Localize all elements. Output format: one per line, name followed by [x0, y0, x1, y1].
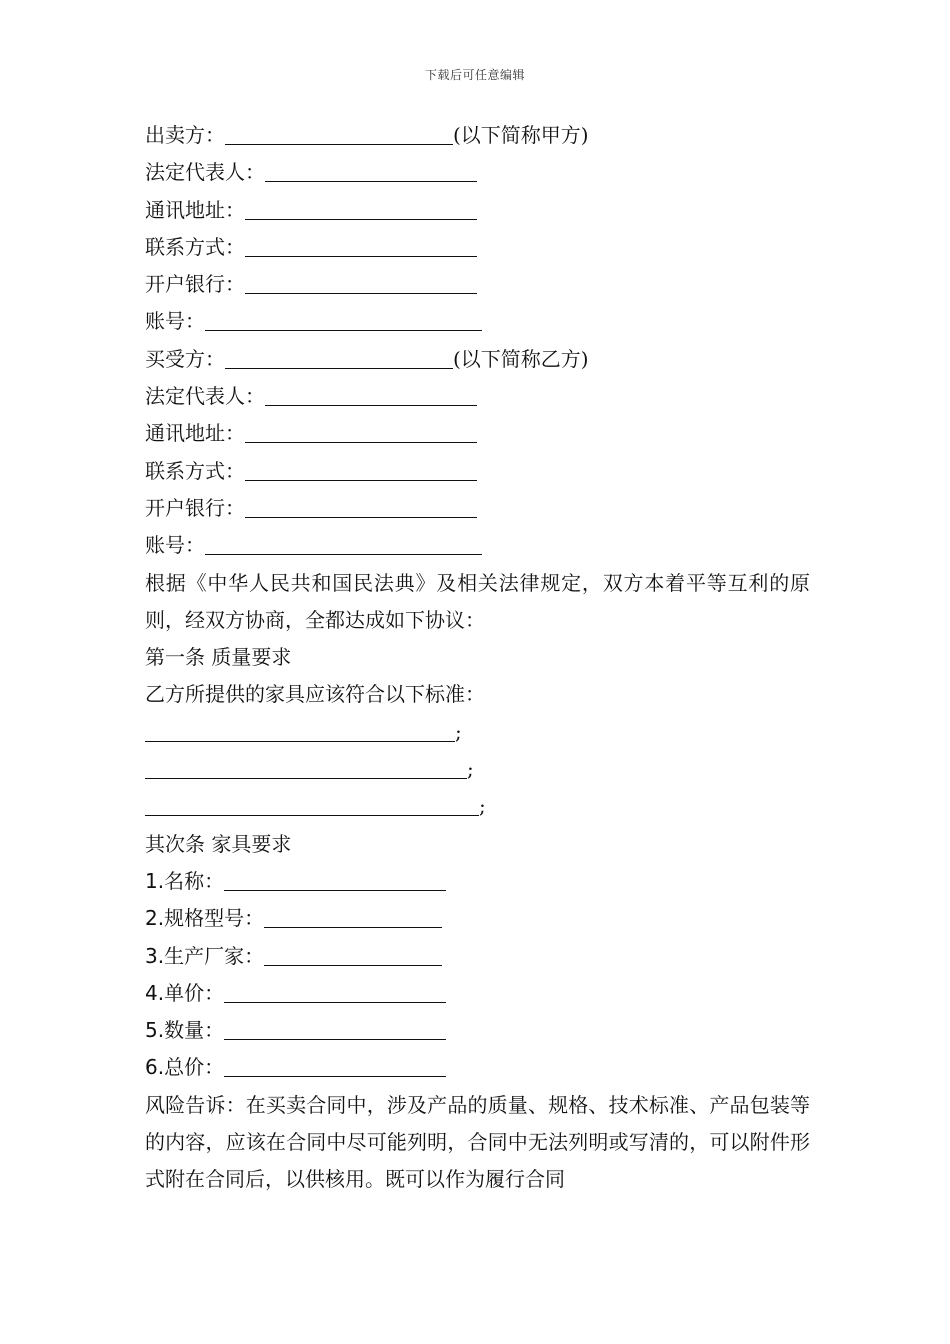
standard-terminator-2: ; [467, 757, 474, 782]
buyer-account-label: 账号： [145, 533, 205, 558]
seller-rep-line [145, 154, 810, 191]
seller-bank-blank[interactable] [245, 271, 477, 294]
standard-blank-2[interactable] [145, 756, 467, 779]
item-price-num: 4. [145, 980, 165, 1005]
buyer-contact-blank[interactable] [245, 458, 477, 481]
seller-bank-label: 开户银行： [145, 272, 245, 297]
risk-notice-paragraph: 风险告诉：在买卖合同中，涉及产品的质量、规格、技术标准、产品包装等的内容，应该在合同中尽可能列明，合同中无法列明或写清的，可以附件形式附在合同后，以供核用。既可以作为履行合同 [145, 1092, 810, 1192]
standard-line-2 [145, 751, 810, 788]
seller-account-label: 账号： [145, 309, 205, 334]
buyer-contact-label: 联系方式： [145, 458, 245, 483]
item-maker-label: 生产厂家： [164, 943, 265, 968]
buyer-label: 买受方： [145, 346, 225, 371]
item-quantity-num: 5. [145, 1018, 165, 1043]
buyer-suffix: (以下简称乙方) [453, 346, 589, 371]
item-price-label: 单价： [164, 980, 225, 1005]
buyer-contact-line [145, 453, 810, 490]
buyer-address-line [145, 415, 810, 452]
item-name-blank[interactable] [224, 868, 446, 891]
item-maker-blank[interactable] [264, 943, 442, 966]
buyer-account-line [145, 527, 810, 564]
standard-blank-3[interactable] [145, 793, 479, 816]
item-spec-label: 规格型号： [164, 906, 265, 931]
seller-bank-line [145, 266, 810, 303]
standard-terminator-1: ; [455, 719, 462, 744]
buyer-bank-line [145, 490, 810, 527]
item-price-line [145, 975, 810, 1012]
buyer-rep-line [145, 378, 810, 415]
seller-address-line [145, 192, 810, 229]
buyer-rep-label: 法定代表人： [145, 384, 265, 409]
item-maker-num: 3. [145, 943, 165, 968]
item-name-num: 1. [145, 868, 165, 893]
buyer-name-line [145, 341, 810, 378]
item-name-line [145, 863, 810, 900]
seller-label: 出卖方： [145, 123, 225, 147]
seller-address-label: 通讯地址： [145, 197, 245, 222]
standard-terminator-3: ; [479, 794, 486, 819]
intro-paragraph: 根据《中华人民共和国民法典》及相关法律规定，双方本着平等互利的原则，经双方协商，全都达成如下协议： [145, 570, 810, 632]
seller-rep-label: 法定代表人： [145, 160, 265, 185]
item-quantity-line [145, 1012, 810, 1049]
item-spec-blank[interactable] [264, 905, 442, 928]
standard-line-1 [145, 714, 810, 751]
contract-body [145, 117, 810, 1199]
article2-title: 其次条 家具要求 [145, 831, 292, 856]
item-total-line [145, 1049, 810, 1086]
item-spec-line [145, 900, 810, 937]
buyer-rep-blank[interactable] [265, 383, 477, 406]
item-total-num: 6. [145, 1055, 165, 1080]
article1-title: 第一条 质量要求 [145, 645, 292, 670]
buyer-bank-label: 开户银行： [145, 495, 245, 520]
seller-account-line [145, 303, 810, 340]
item-maker-line [145, 938, 810, 975]
buyer-account-blank[interactable] [205, 532, 482, 555]
standard-blank-1[interactable] [145, 719, 455, 742]
page-header: 下载后可任意编辑 [424, 68, 525, 82]
item-spec-num: 2. [145, 906, 165, 931]
buyer-address-label: 通讯地址： [145, 421, 245, 446]
article1-text: 乙方所提供的家具应该符合以下标准： [145, 682, 485, 707]
seller-account-blank[interactable] [205, 308, 482, 331]
item-total-label: 总价： [164, 1055, 225, 1080]
standard-line-3 [145, 788, 810, 825]
buyer-bank-blank[interactable] [245, 495, 477, 518]
buyer-name-blank[interactable] [225, 346, 453, 369]
item-price-blank[interactable] [224, 980, 446, 1003]
seller-name-blank[interactable] [225, 122, 453, 145]
seller-contact-blank[interactable] [245, 234, 477, 257]
item-total-blank[interactable] [224, 1054, 446, 1077]
seller-contact-label: 联系方式： [145, 234, 245, 259]
seller-name-line [145, 117, 810, 154]
seller-address-blank[interactable] [245, 197, 477, 220]
item-quantity-label: 数量： [164, 1018, 225, 1043]
seller-contact-line [145, 229, 810, 266]
seller-rep-blank[interactable] [265, 159, 477, 182]
item-quantity-blank[interactable] [224, 1017, 446, 1040]
seller-suffix: (以下简称甲方) [453, 123, 589, 147]
buyer-address-blank[interactable] [245, 420, 477, 443]
item-name-label: 名称： [164, 868, 225, 893]
